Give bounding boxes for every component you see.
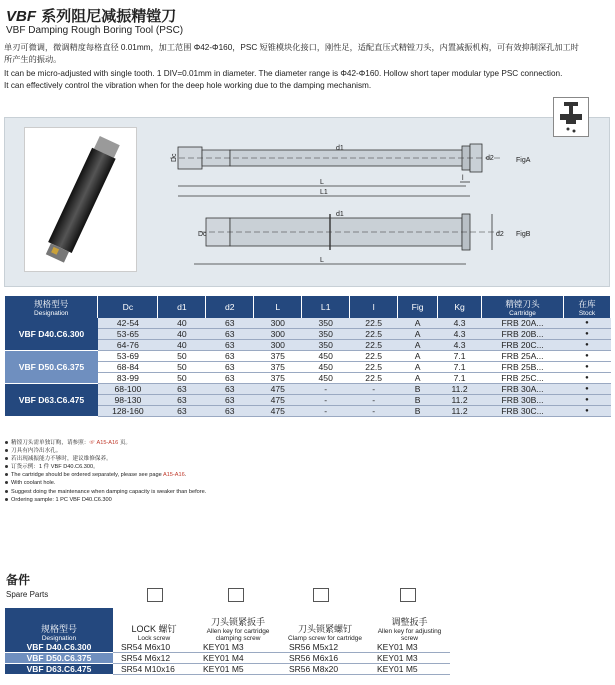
spare-model-cell: VBF D50.C6.375 [5,653,113,664]
technical-drawing [170,130,550,280]
col-d2: d2 [206,296,254,318]
label-d2-b: d2 [496,231,504,238]
spec-cell: 350 [302,329,350,340]
spec-cell: ● [563,384,610,395]
coolant-icon [553,97,589,137]
spec-cell: 22.5 [350,351,398,362]
spec-cell: 63 [158,406,206,417]
spec-cell: 50 [158,362,206,373]
spec-cell: 40 [158,318,206,329]
col-kg: Kg [438,296,482,318]
allen-key-icon [228,588,244,602]
spare-cell: KEY01 M3 [369,653,450,664]
spec-row [5,318,611,329]
spare-col-designation: 规格型号 Designation [5,608,113,642]
spec-cell: 64-76 [98,340,158,351]
spec-cell: 475 [254,406,302,417]
spare-cell: SR56 M6x16 [281,653,369,664]
spec-cell: - [350,384,398,395]
spec-cell: A [398,351,438,362]
label-l1: L1 [320,189,328,196]
spec-model-cell: VBF D63.C6.475 [5,384,98,417]
col-dc: Dc [98,296,158,318]
spec-cell: A [398,362,438,373]
spec-cell: - [302,395,350,406]
page-subtitle: VBF Damping Rough Boring Tool (PSC) [6,25,184,36]
col-l-small: l [350,296,398,318]
spec-cell: - [302,406,350,417]
spec-cell: 300 [254,318,302,329]
label-d1-b: d1 [336,211,344,218]
spec-cell: - [350,406,398,417]
description-line-4: It can effectively control the vibration when for the deep hole working due to the damping mechanism. [4,81,372,90]
spec-cell: ● [563,329,610,340]
spare-model-cell: VBF D63.C6.475 [5,664,113,675]
note-7: Suggest doing the maintenance when damping capacity is weaker than before. [5,488,206,496]
spare-model-cell: VBF D40.C6.300 [5,642,113,653]
spare-row [5,653,450,664]
note-8: Ordering sample: 1 PC VBF D40.C6.300 [5,496,206,504]
spec-model-cell: VBF D40.C6.300 [5,318,98,351]
description-line-3: It can be micro-adjusted with single tooth. 1 DIV=0.01mm in diameter. The diameter range is Φ42-Φ160. Hollow short taper modular type PSC connection. [4,69,563,78]
spec-cell: 450 [302,373,350,384]
spec-cell: 475 [254,384,302,395]
spec-table [5,296,611,417]
spec-cell: 63 [206,329,254,340]
label-fig-b: FigB [516,231,531,238]
spec-cell: - [302,384,350,395]
spec-cell: FRB 25A... [482,351,564,362]
spec-cell: 375 [254,351,302,362]
adjust-key-icon [400,588,416,602]
spare-cell: SR56 M8x20 [281,664,369,675]
spare-row [5,664,450,675]
spec-cell: B [398,395,438,406]
spare-header-row [5,608,450,642]
spec-cell: 40 [158,340,206,351]
spare-cell: KEY01 M4 [195,653,281,664]
spec-cell: 375 [254,362,302,373]
note-2: 刀具有内冷出水孔。 [5,447,206,455]
spec-cell: 83-99 [98,373,158,384]
col-l: L [254,296,302,318]
spec-cell: 7.1 [438,362,482,373]
spec-cell: FRB 30B... [482,395,564,406]
spec-cell: 11.2 [438,384,482,395]
spec-cell: 68-100 [98,384,158,395]
note-5: The cartridge should be ordered separately, please see page A15-A16. [5,471,206,479]
col-fig: Fig [398,296,438,318]
spec-cell: 450 [302,362,350,373]
spec-cell: 63 [206,318,254,329]
spec-cell: 53-69 [98,351,158,362]
spec-cell: 42-54 [98,318,158,329]
spec-cell: 350 [302,340,350,351]
col-l1: L1 [302,296,350,318]
spec-cell: 63 [206,362,254,373]
label-d2: d2 [486,155,494,162]
spec-cell: 22.5 [350,318,398,329]
spec-cell: 22.5 [350,373,398,384]
spec-cell: 50 [158,351,206,362]
label-dc: Dc [171,153,178,162]
spec-cell: 4.3 [438,318,482,329]
spec-cell: B [398,406,438,417]
spec-cell: 22.5 [350,340,398,351]
spec-cell: B [398,384,438,395]
spare-cell: KEY01 M3 [369,642,450,653]
spec-cell: FRB 30C... [482,406,564,417]
title-model-prefix: VBF [6,8,36,25]
spec-cell: ● [563,373,610,384]
spare-row [5,642,450,653]
spec-cell: FRB 25B... [482,362,564,373]
spec-cell: 7.1 [438,373,482,384]
spec-cell: 63 [206,395,254,406]
note-6: With coolant hole. [5,479,206,487]
spec-row [5,384,611,395]
spec-cell: 22.5 [350,362,398,373]
spec-cell: - [350,395,398,406]
spec-row [5,351,611,362]
spec-cell: 63 [206,384,254,395]
spec-cell: ● [563,340,610,351]
spec-cell: 98-130 [98,395,158,406]
spec-model-cell: VBF D50.C6.375 [5,351,98,384]
spec-cell: 22.5 [350,329,398,340]
spare-col-adjust-key: 调整扳手 Allen key for adjusting screw [377,617,442,642]
note-link[interactable]: A15-A16 [96,440,119,446]
spec-cell: 40 [158,329,206,340]
label-fig-a: FigA [516,157,531,164]
spec-cell: 63 [206,351,254,362]
label-dc-b: Dc [198,231,207,238]
col-d1: d1 [158,296,206,318]
col-designation: 规格型号 Designation [5,296,98,318]
clamp-screw-icon [313,588,329,602]
spec-cell: FRB 20C... [482,340,564,351]
note-4: 订货示例：1 件 VBF D40.C6.300。 [5,463,206,471]
spec-cell: ● [563,406,610,417]
spec-cell: A [398,318,438,329]
spare-cell: SR54 M6x10 [113,642,195,653]
label-d1: d1 [336,145,344,152]
spec-cell: A [398,340,438,351]
spare-cell: SR54 M6x12 [113,653,195,664]
spec-cell: 350 [302,318,350,329]
page-title [6,5,176,26]
col-cartridge: 精镗刀头 Cartridge [482,296,564,318]
spare-cell: KEY01 M5 [369,664,450,675]
note-3: 若出现减振能力不够时，建议维修保养。 [5,455,206,463]
description-line-1: 单刃可微调，微调精度每格直径 0.01mm，加工范围 Φ42-Φ160，PSC 短锥模块化接口，刚性足，适配直压式精镗刀头，内置减振机构，可有效抑制深孔加工时 [4,43,579,52]
spec-cell: 450 [302,351,350,362]
spec-cell: 53-65 [98,329,158,340]
spare-col-clamp-screw: 刀头锁紧螺钉 Clamp screw for cartridge [287,624,363,642]
spec-cell: 63 [206,373,254,384]
spec-cell: 63 [158,384,206,395]
spec-cell: 300 [254,340,302,351]
spec-cell: 63 [206,340,254,351]
spec-cell: ● [563,395,610,406]
col-stock: 在库 Stock [563,296,610,318]
notes [5,439,206,504]
spec-cell: 11.2 [438,395,482,406]
label-l-lower: l [462,175,464,182]
spec-cell: 300 [254,329,302,340]
spare-cell: KEY01 M5 [195,664,281,675]
spec-cell: 7.1 [438,351,482,362]
spec-cell: 63 [158,395,206,406]
spec-cell: 4.3 [438,340,482,351]
spare-parts-table [5,608,450,675]
title-cn: 系列阻尼减振精镗刀 [41,7,177,25]
label-l-upper: L [320,179,324,186]
spec-cell: 4.3 [438,329,482,340]
spec-header-row [5,296,611,318]
spare-cell: SR56 M5x12 [281,642,369,653]
note-1: 精镗刀头需单独订购，请参照：☞ A15-A16 页。 [5,439,206,447]
spare-parts-subtitle: Spare Parts [6,590,49,599]
spec-cell: 68-84 [98,362,158,373]
label-l-b: L [320,257,324,264]
spec-cell: FRB 30A... [482,384,564,395]
spare-parts-title: 备件 [6,573,31,587]
spec-cell: FRB 20A... [482,318,564,329]
spare-col-lock-screw: LOCK 螺钉 Lock screw [131,624,177,642]
lock-screw-icon [147,588,163,602]
spec-cell: ● [563,362,610,373]
spec-cell: FRB 20B... [482,329,564,340]
spec-cell: A [398,373,438,384]
spec-cell: ● [563,318,610,329]
spec-cell: A [398,329,438,340]
tool-photo [24,127,137,272]
spare-cell: SR54 M10x16 [113,664,195,675]
note-link-en[interactable]: A15-A16 [162,472,185,479]
description-line-2: 所产生的振动。 [4,55,62,64]
spec-cell: 63 [206,406,254,417]
spec-cell: 128-160 [98,406,158,417]
spare-cell: KEY01 M3 [195,642,281,653]
spec-cell: 11.2 [438,406,482,417]
spec-cell: FRB 25C... [482,373,564,384]
spec-cell: 50 [158,373,206,384]
spec-cell: ● [563,351,610,362]
spec-cell: 475 [254,395,302,406]
spare-col-allen-key: 刀头锁紧扳手 Allen key for cartridge clamping screw [206,617,270,642]
spec-cell: 375 [254,373,302,384]
